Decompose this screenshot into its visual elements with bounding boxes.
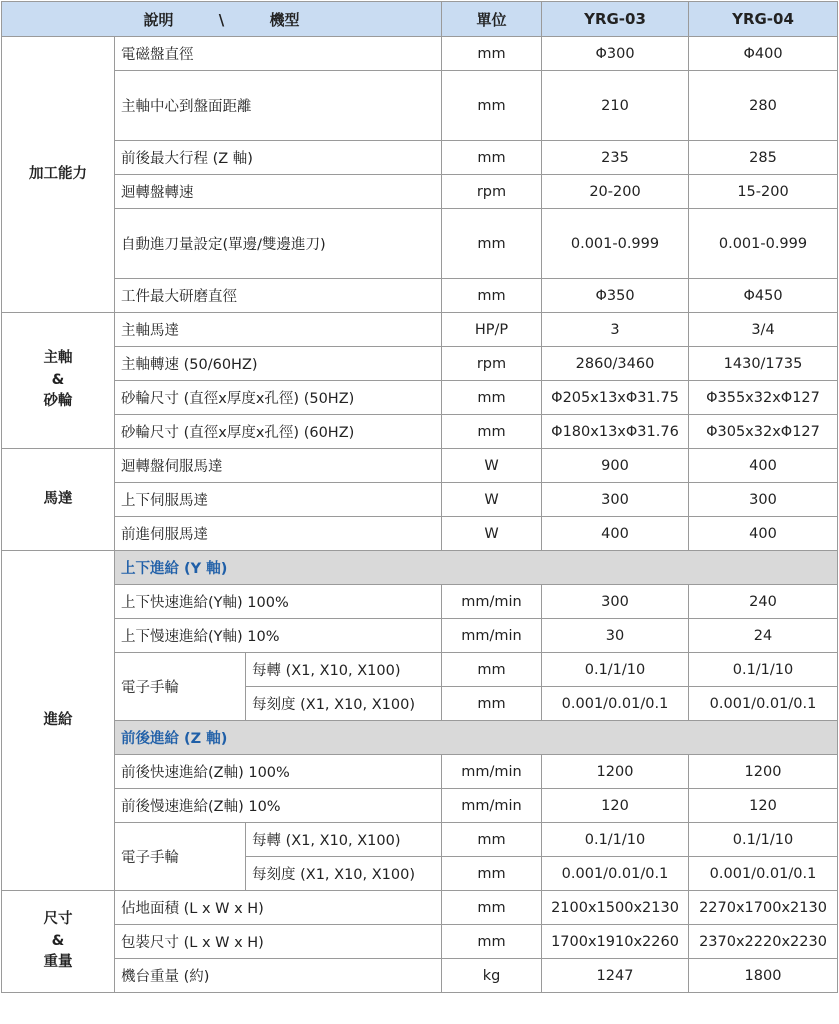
group-wheel-label: 砂輪: [43, 393, 73, 410]
group-feed: 進給: [2, 551, 115, 891]
row-unit: mm/min: [442, 585, 542, 619]
row-unit: mm: [442, 71, 542, 141]
table-row: [2, 209, 838, 279]
row-value-2: 3/4: [689, 313, 838, 347]
row-unit: mm: [442, 653, 542, 687]
row-value-1: 2100x1500x2130: [542, 891, 689, 925]
group-spindle-amp: &: [51, 371, 65, 388]
row-value-2: Φ355x32xΦ127: [689, 381, 838, 415]
row-value-1: Φ205x13xΦ31.75: [542, 381, 689, 415]
row-value-1: 0.001/0.01/0.1: [542, 857, 689, 891]
row-unit: W: [442, 449, 542, 483]
row-unit: mm: [442, 381, 542, 415]
row-item: 包裝尺寸 (L x W x H): [115, 925, 442, 959]
row-value-2: 0.001-0.999: [689, 209, 838, 279]
group-weight-label: 重量: [43, 954, 73, 971]
row-unit: mm/min: [442, 619, 542, 653]
row-item: 迴轉盤伺服馬達: [115, 449, 442, 483]
row-value-1: 1700x1910x2260: [542, 925, 689, 959]
row-item: 上下伺服馬達: [115, 483, 442, 517]
row-subitem: 每轉 (X1, X10, X100): [246, 653, 442, 687]
row-value-2: Φ450: [689, 279, 838, 313]
table-row: [2, 891, 838, 925]
row-item: 砂輪尺寸 (直徑x厚度x孔徑) (50HZ): [115, 381, 442, 415]
group-size-label: 尺寸: [43, 910, 73, 927]
header-unit: 單位: [442, 2, 542, 37]
table-row: [2, 721, 838, 755]
row-unit: mm: [442, 891, 542, 925]
row-item: 機台重量 (約): [115, 959, 442, 993]
row-value-1: 1200: [542, 755, 689, 789]
row-unit: mm: [442, 925, 542, 959]
row-value-1: 400: [542, 517, 689, 551]
row-item: 自動進刀量設定(單邊/雙邊進刀): [115, 209, 442, 279]
row-item: 主軸中心到盤面距離: [115, 71, 442, 141]
table-row: [2, 381, 838, 415]
row-value-1: 2860/3460: [542, 347, 689, 381]
row-value-2: Φ305x32xΦ127: [689, 415, 838, 449]
row-value-1: 20-200: [542, 175, 689, 209]
row-value-2: 1200: [689, 755, 838, 789]
header-model: 機型: [269, 10, 300, 29]
row-value-1: Φ350: [542, 279, 689, 313]
table-row: [2, 415, 838, 449]
row-value-2: 400: [689, 517, 838, 551]
row-item: 前進伺服馬達: [115, 517, 442, 551]
table-row: [2, 313, 838, 347]
row-item: 上下快速進給(Y軸) 100%: [115, 585, 442, 619]
row-unit: rpm: [442, 347, 542, 381]
row-value-1: 0.001/0.01/0.1: [542, 687, 689, 721]
row-value-2: 0.1/1/10: [689, 823, 838, 857]
row-value-1: 300: [542, 585, 689, 619]
subhead-z-axis: 前後進給 (Z 軸): [115, 721, 838, 755]
subhead-y-axis: 上下進給 (Y 軸): [115, 551, 838, 585]
row-value-2: 240: [689, 585, 838, 619]
row-value-2: 24: [689, 619, 838, 653]
group-size-weight: [2, 891, 115, 993]
row-unit: rpm: [442, 175, 542, 209]
row-subitem: 每刻度 (X1, X10, X100): [246, 857, 442, 891]
row-value-1: 30: [542, 619, 689, 653]
table-row: [2, 551, 838, 585]
table-row: [2, 653, 838, 687]
row-unit: mm: [442, 687, 542, 721]
row-item: 上下慢速進給(Y軸) 10%: [115, 619, 442, 653]
row-value-2: 285: [689, 141, 838, 175]
row-value-1: 900: [542, 449, 689, 483]
row-value-2: 2270x1700x2130: [689, 891, 838, 925]
table-row: [2, 175, 838, 209]
row-value-2: 0.1/1/10: [689, 653, 838, 687]
group-motor: 馬達: [2, 449, 115, 551]
table-row: [2, 71, 838, 141]
row-unit: mm: [442, 279, 542, 313]
table-row: [2, 959, 838, 993]
header-model-1: YRG-03: [542, 2, 689, 37]
spec-table: [1, 1, 838, 993]
row-item-handwheel: 電子手輪: [115, 653, 246, 721]
row-unit: mm: [442, 857, 542, 891]
row-item: 前後最大行程 (Z 軸): [115, 141, 442, 175]
group-spindle-wheel: [2, 313, 115, 449]
table-row: [2, 585, 838, 619]
row-item: 前後慢速進給(Z軸) 10%: [115, 789, 442, 823]
table-row: [2, 619, 838, 653]
row-value-2: 0.001/0.01/0.1: [689, 857, 838, 891]
table-row: [2, 823, 838, 857]
table-row: [2, 925, 838, 959]
row-unit: HP/P: [442, 313, 542, 347]
row-unit: mm/min: [442, 789, 542, 823]
row-value-2: 1430/1735: [689, 347, 838, 381]
row-item: 電磁盤直徑: [115, 37, 442, 71]
row-value-1: Φ180x13xΦ31.76: [542, 415, 689, 449]
row-subitem: 每轉 (X1, X10, X100): [246, 823, 442, 857]
row-item: 工件最大研磨直徑: [115, 279, 442, 313]
row-unit: mm: [442, 415, 542, 449]
table-row: [2, 37, 838, 71]
header-row: [2, 2, 838, 37]
group-spindle-label: 主軸: [43, 349, 73, 366]
row-unit: mm: [442, 141, 542, 175]
table-row: [2, 141, 838, 175]
group-machining: 加工能力: [2, 37, 115, 313]
row-value-2: 0.001/0.01/0.1: [689, 687, 838, 721]
table-row: [2, 279, 838, 313]
table-row: [2, 789, 838, 823]
row-value-2: 280: [689, 71, 838, 141]
row-value-1: 0.1/1/10: [542, 823, 689, 857]
row-value-1: 120: [542, 789, 689, 823]
row-value-2: 2370x2220x2230: [689, 925, 838, 959]
row-unit: mm: [442, 209, 542, 279]
group-size-amp: &: [51, 932, 65, 949]
table-row: [2, 347, 838, 381]
row-unit: W: [442, 517, 542, 551]
row-value-1: 210: [542, 71, 689, 141]
row-value-1: Φ300: [542, 37, 689, 71]
row-item: 主軸轉速 (50/60HZ): [115, 347, 442, 381]
row-value-1: 0.001-0.999: [542, 209, 689, 279]
row-value-1: 1247: [542, 959, 689, 993]
row-subitem: 每刻度 (X1, X10, X100): [246, 687, 442, 721]
table-row: [2, 517, 838, 551]
table-row: [2, 755, 838, 789]
header-description-model: [2, 2, 442, 37]
header-model-2: YRG-04: [689, 2, 838, 37]
row-item-handwheel: 電子手輪: [115, 823, 246, 891]
header-desc: 說明: [143, 10, 174, 29]
row-value-1: 300: [542, 483, 689, 517]
row-value-2: 400: [689, 449, 838, 483]
row-item: 迴轉盤轉速: [115, 175, 442, 209]
row-value-2: 120: [689, 789, 838, 823]
row-unit: mm: [442, 823, 542, 857]
header-sep: \: [218, 10, 225, 29]
row-item: 佔地面積 (L x W x H): [115, 891, 442, 925]
row-unit: kg: [442, 959, 542, 993]
row-value-2: Φ400: [689, 37, 838, 71]
row-item: 前後快速進給(Z軸) 100%: [115, 755, 442, 789]
row-item: 砂輪尺寸 (直徑x厚度x孔徑) (60HZ): [115, 415, 442, 449]
row-value-2: 300: [689, 483, 838, 517]
row-value-1: 235: [542, 141, 689, 175]
table-row: [2, 449, 838, 483]
row-unit: W: [442, 483, 542, 517]
row-unit: mm: [442, 37, 542, 71]
row-value-1: 3: [542, 313, 689, 347]
row-unit: mm/min: [442, 755, 542, 789]
row-value-1: 0.1/1/10: [542, 653, 689, 687]
table-row: [2, 483, 838, 517]
row-value-2: 1800: [689, 959, 838, 993]
row-value-2: 15-200: [689, 175, 838, 209]
row-item: 主軸馬達: [115, 313, 442, 347]
